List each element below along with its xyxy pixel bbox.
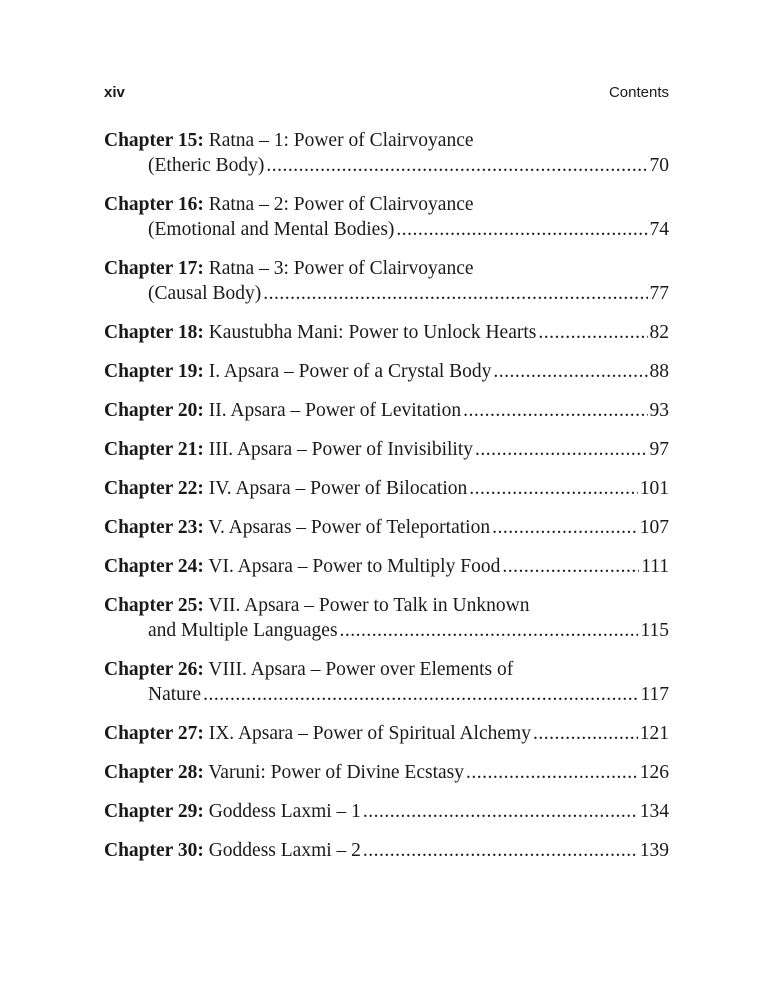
chapter-title: IX. Apsara – Power of Spiritual Alchemy	[208, 723, 531, 744]
toc-entry-continuation	[104, 153, 669, 178]
chapter-title-continued: Nature	[148, 684, 202, 705]
toc-entry-heading	[104, 192, 669, 217]
toc-entry-line	[104, 760, 669, 785]
table-of-contents	[104, 128, 669, 877]
toc-entry-line	[104, 437, 669, 462]
chapter-title: VI. Apsara – Power to Multiply Food	[208, 556, 501, 577]
toc-entry-text	[104, 398, 461, 423]
dot-leader	[502, 554, 639, 579]
chapter-label: Chapter 19:	[104, 361, 204, 382]
running-head	[104, 84, 669, 106]
chapter-label: Chapter 20:	[104, 400, 204, 421]
chapter-title: III. Apsara – Power of Invisibility	[208, 439, 474, 460]
dot-leader	[363, 799, 638, 824]
toc-entry-text	[104, 799, 361, 824]
dot-leader	[492, 515, 638, 540]
dot-leader	[363, 838, 638, 863]
chapter-title: IV. Apsara – Power of Bilocation	[208, 478, 468, 499]
toc-entry-text	[104, 359, 491, 384]
page-reference: 77	[649, 283, 669, 304]
toc-entry-text	[104, 476, 467, 501]
toc-entry-text	[104, 437, 473, 462]
toc-entry	[104, 128, 669, 178]
toc-entry-line	[104, 515, 669, 540]
toc-entry	[104, 515, 669, 540]
toc-entry-line	[104, 554, 669, 579]
page-reference: 101	[639, 478, 669, 499]
dot-leader	[466, 760, 638, 785]
dot-leader	[340, 618, 639, 643]
dot-leader	[538, 320, 647, 345]
chapter-label: Chapter 27:	[104, 723, 204, 744]
chapter-title-continued: (Emotional and Mental Bodies)	[148, 219, 395, 240]
toc-entry	[104, 554, 669, 579]
dot-leader	[203, 682, 638, 707]
chapter-label: Chapter 21:	[104, 439, 204, 460]
toc-entry-text	[104, 838, 361, 863]
chapter-title-continued: (Etheric Body)	[148, 155, 265, 176]
page-reference: 117	[640, 684, 669, 705]
toc-entry	[104, 256, 669, 306]
page-number: xiv	[104, 84, 125, 101]
page-reference: 70	[649, 155, 669, 176]
toc-entry	[104, 359, 669, 384]
dot-leader	[493, 359, 647, 384]
toc-entry-heading	[104, 256, 669, 281]
toc-entry	[104, 437, 669, 462]
chapter-title: Goddess Laxmi – 1	[208, 801, 361, 822]
page-reference: 74	[649, 219, 669, 240]
toc-entry-heading	[104, 593, 669, 618]
page-reference: 88	[649, 361, 669, 382]
chapter-title: II. Apsara – Power of Levitation	[208, 400, 462, 421]
chapter-title: VIII. Apsara – Power over Elements of	[208, 659, 514, 680]
dot-leader	[266, 153, 647, 178]
page-reference: 115	[640, 620, 669, 641]
toc-entry-text	[104, 721, 531, 746]
section-title: Contents	[608, 84, 669, 101]
toc-entry-heading	[104, 128, 669, 153]
toc-entry	[104, 838, 669, 863]
toc-entry-continuation	[104, 217, 669, 242]
chapter-title: I. Apsara – Power of a Crystal Body	[208, 361, 492, 382]
toc-entry	[104, 192, 669, 242]
toc-entry	[104, 760, 669, 785]
toc-entry-line	[104, 359, 669, 384]
chapter-label: Chapter 26:	[104, 659, 204, 680]
toc-entry-line	[104, 398, 669, 423]
toc-entry-text	[104, 515, 490, 540]
chapter-label: Chapter 29:	[104, 801, 204, 822]
toc-entry-line	[104, 838, 669, 863]
chapter-label: Chapter 23:	[104, 517, 204, 538]
dot-leader	[475, 437, 647, 462]
page-reference: 139	[639, 840, 669, 861]
page-reference: 121	[639, 723, 669, 744]
chapter-title: Ratna – 3: Power of Clairvoyance	[208, 258, 474, 279]
page-reference: 111	[641, 556, 669, 577]
chapter-title-continued: (Causal Body)	[148, 283, 262, 304]
toc-entry-continuation	[104, 281, 669, 306]
dot-leader	[469, 476, 638, 501]
chapter-label: Chapter 30:	[104, 840, 204, 861]
chapter-label: Chapter 22:	[104, 478, 204, 499]
chapter-title: V. Apsaras – Power of Teleportation	[208, 517, 491, 538]
toc-entry	[104, 593, 669, 643]
dot-leader	[463, 398, 647, 423]
chapter-title: Varuni: Power of Divine Ecstasy	[208, 762, 464, 783]
toc-entry	[104, 799, 669, 824]
toc-entry	[104, 320, 669, 345]
toc-entry-continuation	[104, 682, 669, 707]
toc-entry-line	[104, 320, 669, 345]
toc-entry	[104, 398, 669, 423]
toc-entry-line	[104, 476, 669, 501]
chapter-label: Chapter 25:	[104, 595, 204, 616]
page-reference: 97	[649, 439, 669, 460]
chapter-label: Chapter 18:	[104, 322, 204, 343]
toc-entry-line	[104, 721, 669, 746]
page-reference: 82	[649, 322, 669, 343]
dot-leader	[533, 721, 638, 746]
toc-entry-heading	[104, 657, 669, 682]
chapter-label: Chapter 15:	[104, 130, 204, 151]
chapter-label: Chapter 28:	[104, 762, 204, 783]
chapter-label: Chapter 17:	[104, 258, 204, 279]
toc-entry-text	[104, 320, 536, 345]
page-reference: 134	[639, 801, 669, 822]
chapter-title: Goddess Laxmi – 2	[208, 840, 361, 861]
chapter-title: Ratna – 1: Power of Clairvoyance	[208, 130, 474, 151]
toc-entry	[104, 476, 669, 501]
toc-entry	[104, 721, 669, 746]
page-reference: 93	[649, 400, 669, 421]
chapter-label: Chapter 16:	[104, 194, 204, 215]
page-reference: 126	[639, 762, 669, 783]
chapter-title-continued: and Multiple Languages	[148, 620, 338, 641]
toc-entry-text	[104, 760, 464, 785]
chapter-title: Ratna – 2: Power of Clairvoyance	[208, 194, 474, 215]
toc-entry-text	[104, 554, 500, 579]
dot-leader	[396, 217, 647, 242]
page-reference: 107	[639, 517, 669, 538]
dot-leader	[263, 281, 647, 306]
chapter-title: Kaustubha Mani: Power to Unlock Hearts	[208, 322, 537, 343]
chapter-title: VII. Apsara – Power to Talk in Unknown	[208, 595, 530, 616]
toc-entry-continuation	[104, 618, 669, 643]
toc-entry-line	[104, 799, 669, 824]
toc-entry	[104, 657, 669, 707]
chapter-label: Chapter 24:	[104, 556, 204, 577]
